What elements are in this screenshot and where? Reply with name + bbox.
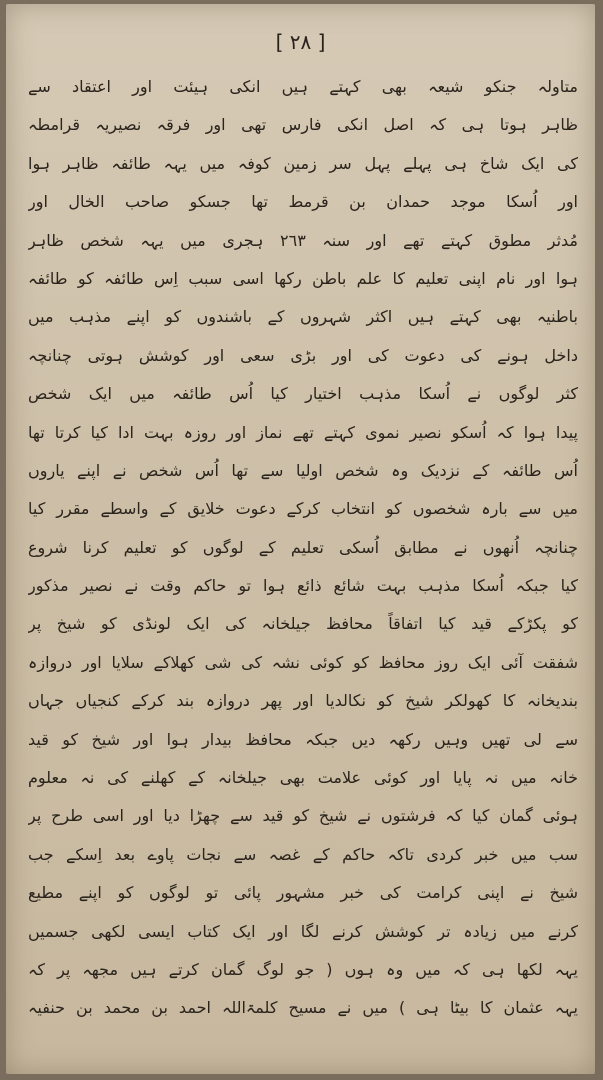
text-line: سب میں خبر کردی تاکہ حاکم کے غصہ سے نجات پاوے بعد اِسکے جب [28, 844, 578, 864]
text-line: مُدثر مطوق کہتے تھے اور سنہ ٢٦٣ ہجری میں یہہ شخص ظاہر [28, 230, 578, 250]
text-line: یہہ عثمان کا بیٹا ہی ) میں نے مسیح کلمۃاللہ احمد بن محمد بن حنفیہ [28, 998, 578, 1018]
text-line: اور اُسکا موجد حمدان بن قرمط تھا جسکو صاحب الخال اور [28, 192, 578, 212]
text-line: پیدا ہوا کہ اُسکو نصیر نموی کہتے تھے نماز اور روزہ بہت ادا کیا کرتا تھا [28, 422, 578, 442]
text-line: میں سے بارہ شخصوں کو انتخاب کرکے دعوت خلایق کے واسطے مقرر کیا [28, 499, 578, 519]
page-body [28, 68, 578, 1028]
text-line: شیخ نے اپنی کرامت کی خبر مشہور پائی تو لوگوں کو اپنے مطیع [28, 883, 578, 903]
text-line: بندیخانہ کا کھولکر شیخ کو نکالدیا اور پھر دروازہ بند کرکے کنجیاں جہاں [28, 691, 578, 711]
text-line: سے لی تھیں وہیں رکھہ دیں جبکہ محافظ بیدار ہوا اور شیخ کو قید [28, 729, 578, 749]
text-line: کثر لوگوں نے اُسکا مذہب اختیار کیا اُس طائفہ میں ایک شخص [28, 384, 578, 404]
page-number: [ ٢٨ ] [275, 30, 326, 54]
text-line: اُس طائفہ کے نزدیک وہ شخص اولیا سے تھا اُس شخص نے اپنے یاروں [28, 460, 578, 480]
text-line: خانہ میں نہ پایا اور کوئی علامت بھی جیلخانہ کے کھلنے کی نہ معلوم [28, 768, 578, 788]
text-line: یہہ لکھا ہی کہ میں وہ ہوں ( جو لوگ گمان کرتے ہیں مجھہ پر کہ [28, 959, 578, 979]
text-line: شفقت آئی ایک روز محافظ کو کوئی نشہ کی شی کھلاکے سلایا اور دروازہ [28, 652, 578, 672]
text-line: کی ایک شاخ ہی پہلے پہل سر زمین کوفہ میں یہہ طائفہ ظاہر ہوا [28, 153, 578, 173]
text-line: کیا جبکہ اُسکا مذہب بہت شائع ذائع ہوا تو حاکم وقت نے نصیر مذکور [28, 576, 578, 596]
text-line: چنانچہ اُنھوں نے مطابق اُسکی تعلیم کے لوگوں کو تعلیم کرنا شروع [28, 537, 578, 557]
text-line: کو پکڑکے قید کیا اتفاقاً محافظ جیلخانہ کی ایک لونڈی کو شیخ پر [28, 614, 578, 634]
text-line: ظاہر ہوتا ہی کہ اصل انکی فارس تھی اور فرقہ نصیریہ قرامطہ [28, 115, 578, 135]
text-line: باطنیہ بھی کہتے ہیں اکثر شہروں کے باشندوں کو اپنے مذہب میں [28, 307, 578, 327]
text-line: ہوا اور نام اپنی تعلیم کا علم باطن رکھا اسی سبب اِس طائفہ کو طائفہ [28, 268, 578, 288]
text-line: کرنے میں زیادہ تر کوشش کرنے لگا اور ایک کتاب ایسی لکھی جسمیں [28, 921, 578, 941]
text-line: ہوئی گمان کیا کہ فرشتوں نے شیخ کو قید سے چھڑا دیا اور اسی طرح پر [28, 806, 578, 826]
book-page [6, 4, 595, 1074]
text-line: متاولہ جنکو شیعہ بھی کہتے ہیں انکی ہیئت اور اعتقاد سے [28, 77, 578, 96]
text-line: داخل ہونے کی دعوت کی اور بڑی سعی اور کوشش ہوتی چنانچہ [28, 345, 578, 365]
